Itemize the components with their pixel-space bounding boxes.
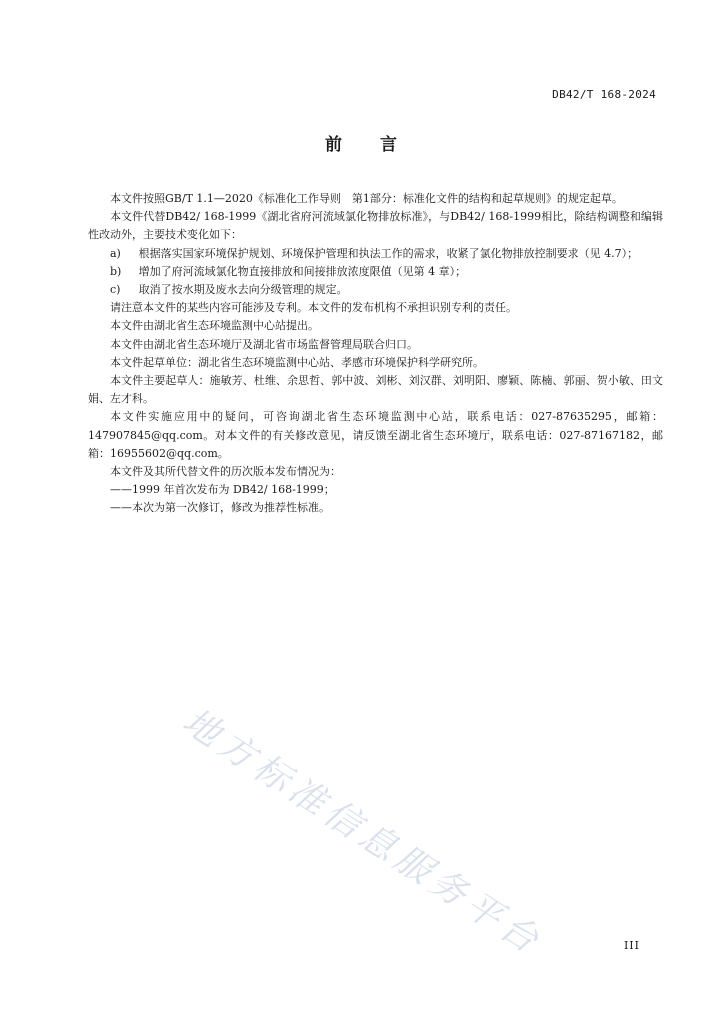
paragraph-proposer: 本文件由湖北省生态环境监测中心站提出。: [110, 319, 319, 333]
title-part-1: 前: [325, 135, 344, 155]
paragraph-administrator: 本文件由湖北省生态环境厅及湖北省市场监督管理局联合归口。: [110, 337, 418, 351]
title-part-2: 言: [380, 135, 399, 155]
paragraph-drafters: 本文件主要起草人：施敏芳、杜维、余思哲、郭中波、刘彬、刘汉群、刘明阳、廖颖、陈楠、郭丽、贺小敏、田文娟、左才科。: [88, 374, 663, 406]
list-item: [88, 245, 663, 263]
paragraph-history: 本文件及其所代替文件的历次版本发布情况为：: [110, 465, 341, 479]
list-text: 取消了按水期及废水去向分级管理的规定。: [138, 283, 348, 297]
paragraph-patent-notice: 请注意本文件的某些内容可能涉及专利。本文件的发布机构不承担识别专利的责任。: [110, 301, 517, 315]
list-text: 增加了府河流域氯化物直接排放和间接排放浓度限值（见第 4 章）；: [138, 264, 467, 278]
page-title: [0, 130, 724, 155]
watermark: 地方标准信息服务平台: [175, 700, 550, 964]
paragraph-drafting-units: 本文件起草单位：湖北省生态环境监测中心站、孝感市环境保护科学研究所。: [110, 355, 484, 369]
paragraph-replacement: 本文件代替DB42/ 168-1999《湖北省府河流域氯化物排放标准》，与DB42/ 168-1999相比，除结构调整和编辑性改动外，主要技术变化如下：: [88, 210, 663, 242]
history-item: ——本次为第一次修订，修改为推荐性标准。: [110, 501, 330, 515]
document-code: DB42/T 168-2024: [552, 88, 656, 101]
list-text: 根据落实国家环境保护规划、环境保护管理和执法工作的需求，收紧了氯化物排放控制要求（见 4.7）；: [138, 246, 639, 260]
history-item: ——1999 年首次发布为 DB42/ 168-1999；: [110, 483, 335, 497]
foreword-body: [88, 190, 663, 518]
page-number: III: [623, 939, 640, 952]
list-marker: a): [110, 246, 121, 260]
paragraph-contact: 本文件实施应用中的疑问，可咨询湖北省生态环境监测中心站，联系电话：027-87635295，邮箱：147907845@qq.com。对本文件的有关修改意见，请反馈至湖北省生态环境厅，联系电话：027-87167182，邮箱：16955602@qq.com。: [88, 410, 663, 460]
list-marker: b): [110, 264, 122, 278]
list-marker: c): [110, 283, 121, 297]
list-item: [88, 263, 663, 281]
paragraph-drafting-rule: 本文件按照GB/T 1.1—2020《标准化工作导则 第1部分：标准化文件的结构和起草规则》的规定起草。: [110, 192, 623, 205]
list-item: [88, 281, 663, 299]
